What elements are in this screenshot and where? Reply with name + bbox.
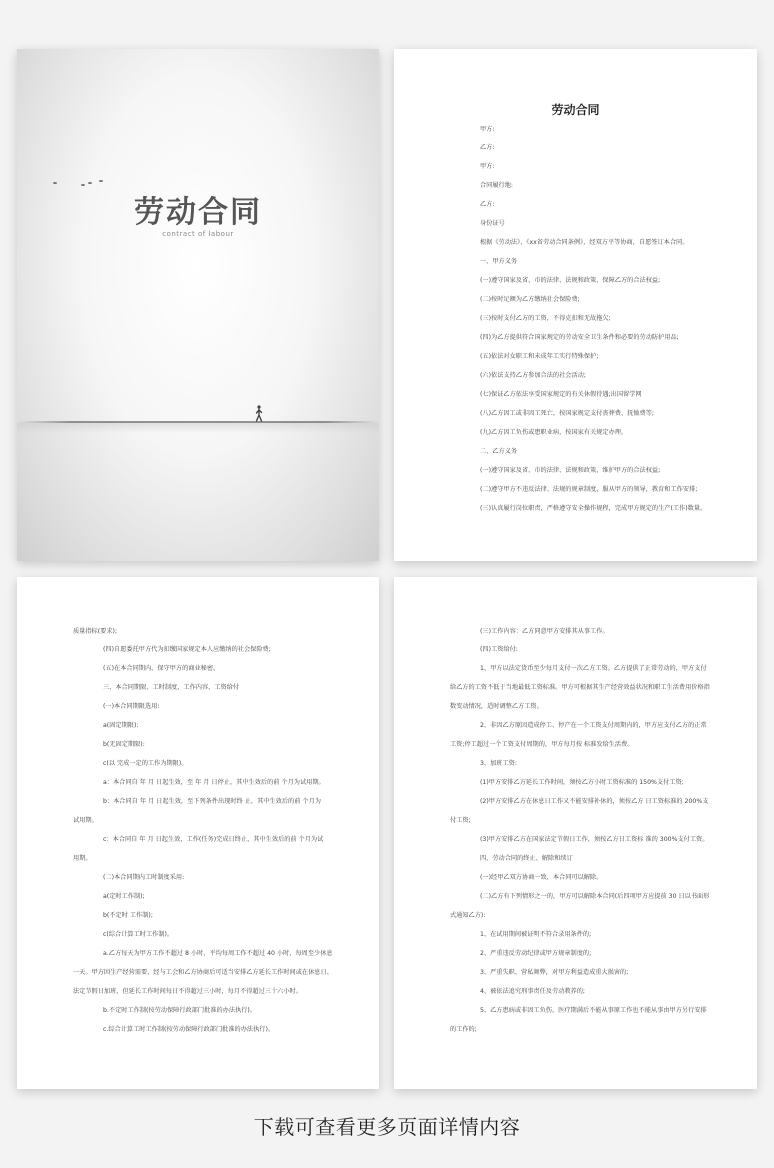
text-line: (一)遵守国家及省、市的法律、法规和政策，保障乙方的合法权益; [480, 277, 661, 284]
cover-title: 劳动合同 [134, 195, 262, 230]
horizon-line [17, 421, 379, 423]
text-line: 一天。甲方因生产经营需要，经与工会和乙方协商后可适当安排乙方延长工作时间或在休息日、 [73, 969, 333, 976]
text-line: 1、在试用期间被证明不符合录用条件的; [480, 931, 592, 938]
text-line: 法定节假日加班，但延长工作时间每日不得超过三小时，每月不得超过三十六小时。 [73, 988, 302, 995]
bird-shape [99, 180, 103, 182]
text-line: (三)工作内容：乙方同意甲方安排其从事工作。 [480, 628, 609, 635]
text-line: (一)本合同期限选用: [103, 703, 160, 710]
text-line: a(固定期限): [103, 722, 139, 729]
text-line: c：本合同自 年 月 日起生效，工作(任务)完成日终止，其中生效后的前 个月为试 [103, 836, 324, 843]
bird-shape [88, 182, 92, 184]
text-line: (四)为乙方提供符合国家规定的劳动安全卫生条件和必要的劳动防护用品; [480, 334, 679, 341]
text-line: (七)保证乙方依法享受国家规定的有关休假待遇;出国留学网 [480, 391, 642, 398]
text-line: a.乙方每天为甲方工作不超过 8 小时，平均每周工作不超过 40 小时，每周至少休息 [103, 950, 333, 957]
text-line: 三、本合同期限、工时制度、工作内容、工资给付 [103, 684, 240, 691]
text-line: a：本合同自 年 月 日起生效，至 年 月 日停止，其中生效后的前 个月为试用期。 [103, 779, 325, 786]
text-line: 质量指标(要求); [73, 628, 118, 635]
document-title: 劳动合同 [551, 103, 600, 117]
text-line: 3、严重失职、营私舞弊，对甲方利益造成重大损害的; [480, 969, 629, 976]
text-line: c(综合计算工时工作制)。 [103, 931, 174, 938]
text-line: 乙方: [480, 201, 495, 208]
cover-subtitle: contract of labour [162, 230, 234, 238]
text-line: b(无固定期限): [103, 741, 145, 748]
text-line: 根据《劳动法》、《xx省劳动合同条例》，经双方平等协商，自愿签订本合同。 [480, 239, 689, 246]
text-line: 用期。 [73, 855, 92, 862]
text-line: 身份证号 [480, 220, 505, 227]
text-line: (三)按时支付乙方的工资，不得克扣和无故拖欠; [480, 315, 611, 322]
text-line: (二)遵守甲方不违反法律、法规的规章制度，服从甲方的领导，教育和工作安排; [480, 486, 698, 493]
text-line: 1、甲方以法定货币至少每月支付一次乙方工资。乙方提供了正常劳动的，甲方支付 [480, 665, 707, 672]
text-line: (八)乙方因工或非因工死亡，按国家规定支付丧葬费、抚恤费等; [480, 410, 654, 417]
text-line: 甲方: [480, 126, 495, 133]
text-line: (九)乙方因工负伤或患职业病，按国家有关规定办理。 [480, 429, 628, 436]
text-line: b(不定时 工作制); [103, 912, 153, 919]
text-line: (六)依法支持乙方参加合法的社会活动; [480, 372, 586, 379]
text-line: 4、被依法追究刑事责任及劳动教养的; [480, 988, 586, 995]
text-line: b：本合同自 年 月 日起生效，至下列条件出现时终 止，其中生效后的前 个月为 [103, 798, 321, 805]
text-line: (五)在本合同期内，保守甲方的商业秘密。 [103, 665, 220, 672]
horizon-shadow [17, 423, 379, 433]
text-line: (四)自愿委托甲方代为扣缴国家规定本人应缴纳的社会保险费; [103, 646, 271, 653]
text-line: (一)遵守国家及省、市的法律、法规和政策，维护甲方的合法权益; [480, 467, 661, 474]
text-line: c.综合计算工时工作制(按劳动保障行政部门批准的办法执行)。 [103, 1026, 275, 1033]
text-line: 一、甲方义务 [480, 258, 518, 265]
text-line: 2、严重违反劳动纪律或甲方规章制度的; [480, 950, 592, 957]
text-line: (二)按时足额为乙方缴纳社会保险费; [480, 296, 580, 303]
text-line: 乙方: [480, 144, 495, 151]
text-line: 二、乙方义务 [480, 448, 518, 455]
text-line: 付工资; [450, 817, 471, 824]
text-line: 5、乙方患病或非因工负伤，医疗期满后不能从事原工作也不能从事由甲方另行安排 [480, 1007, 707, 1014]
text-line: 2、非因乙方原因造成停工、停产在一个工资支付周期内的，甲方应支付乙方的正常 [480, 722, 707, 729]
text-line: (五)依法对女职工和未成年工实行特殊保护; [480, 353, 599, 360]
text-line: 给乙方的工资不低于当地最低工资标准。甲方可根据其生产经营效益状况和职工生活费用价格指 [450, 684, 710, 691]
text-line: 数变动情况，适时调整乙方工资。 [450, 703, 543, 710]
text-line: (3)甲方安排乙方在国家法定节假日工作，须按乙方日工资标 准的 300%支付工资。 [480, 836, 709, 843]
text-line: 四、劳动合同的终止、解除和续订 [480, 855, 573, 862]
text-line: 试用期。 [73, 817, 98, 824]
more-pages-caption[interactable]: 下载可查看更多页面详情内容 [253, 1115, 521, 1139]
text-line: b.不定时工作制(按劳动保障行政部门批准的办法执行)。 [103, 1007, 257, 1014]
text-line: 的工作的; [450, 1026, 477, 1033]
text-line: (二)乙方有下列情形之一的，甲方可以解除本合同(后四项甲方应提前 30 日以书面形 [480, 893, 710, 900]
text-line: (四)工资给付: [480, 646, 518, 653]
document-page-3 [394, 577, 757, 1089]
document-page-2 [17, 577, 379, 1089]
text-line: (2)甲方安排乙方在休息日工作又不能安排补休的，须按乙方 日工资标准的 200%支 [480, 798, 709, 805]
text-line: 式通知乙方): [450, 912, 486, 919]
text-line: 合同履行地: [480, 182, 514, 189]
walking-person-icon [254, 405, 264, 423]
text-line: (一)经甲乙双方协商一致，本合同可以解除。 [480, 874, 603, 881]
document-page-1 [394, 49, 757, 561]
text-line: 3、加班工资: [480, 760, 517, 767]
text-line: (二)本合同期内工时制度采用: [103, 874, 185, 881]
text-line: (1)甲方安排乙方延长工作时间，须按乙方小时工资标准的 150%支付工资; [480, 779, 684, 786]
text-line: 工资;停工超过一个工资支付周期的，甲方每月按 标准发给生活费。 [450, 741, 634, 748]
text-line: 甲方: [480, 163, 495, 170]
bird-shape [53, 182, 57, 184]
text-line: (三)认真履行岗位职责，严格遵守安全操作规程，完成甲方规定的生产(工作)数量。 [480, 505, 707, 512]
text-line: c(以 完成一定的工作为期限)。 [103, 760, 188, 767]
text-line: a(定时工作制); [103, 893, 145, 900]
bird-shape [81, 184, 85, 186]
cover-page [17, 49, 379, 561]
